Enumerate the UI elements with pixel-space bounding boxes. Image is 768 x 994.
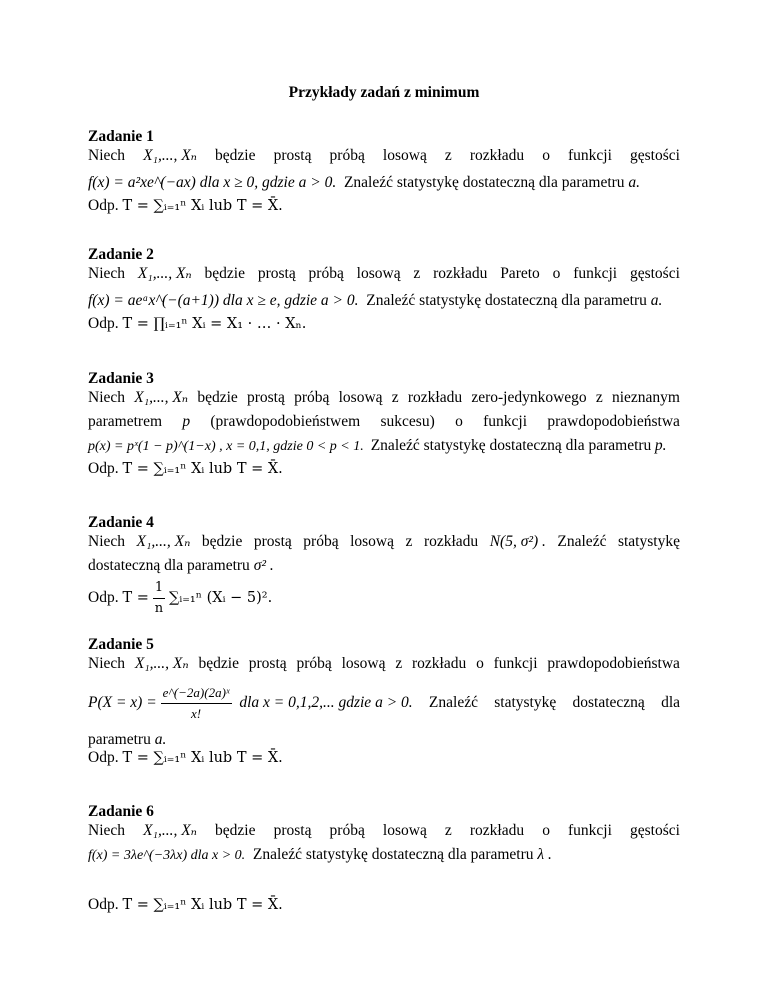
- task-5-fraction: $\frac{\text{e\textasciicircum{}(−2a)(2a)ˣ}}{x!}$: [162, 684, 230, 721]
- task-3-line-1: Niech X₁,..., Xₙ będzie prostą próbą losową z rozkładu zero-jedynkowego z nieznanym: [88, 389, 680, 406]
- task-1-answer: Odp. T = ∑ᵢ₌₁ⁿ Xᵢ lub T = X̄.: [88, 197, 283, 214]
- task-4-line-2: dostateczną dla parametru σ² .: [88, 557, 274, 574]
- task-3-line-3: p(x) = pˣ(1 − p)^(1−x) , x = 0,1, gdzie 0 < p < 1. Znaleźć statystykę dostateczną dla parametru p.: [88, 437, 667, 454]
- task-5-line-2: P(X = x) = $\frac{\text{e\textasciicircum{}(−2a)(2a)ˣ}}{x!}$ dla x = 0,1,2,... gdzie a > 0. Znaleźć statystykę dostateczną dla: [88, 683, 680, 723]
- task-3-answer: Odp. T = ∑ᵢ₌₁ⁿ Xᵢ lub T = X̄.: [88, 460, 283, 477]
- task-4-fraction: $\frac{1}{n}$: [154, 580, 164, 616]
- task-3-line-2: parametrem p (prawdopodobieństwem sukcesu) o funkcji prawdopodobieństwa: [88, 413, 680, 430]
- task-5-line-1: Niech X₁,..., Xₙ będzie prostą próbą losową z rozkładu o funkcji prawdopodobieństwa: [88, 655, 680, 672]
- task-2-line-2: f(x) = aeᵃx^(−(a+1)) dla x ≥ e, gdzie a > 0. Znaleźć statystykę dostateczną dla parametru a.: [88, 292, 663, 309]
- task-1-density: f(x) = a²xe^(−ax) dla x ≥ 0, gdzie a > 0.: [88, 174, 337, 191]
- task-6-answer: Odp. T = ∑ᵢ₌₁ⁿ Xᵢ lub T = X̄.: [88, 896, 283, 913]
- task-2-answer: Odp. T = ∏ᵢ₌₁ⁿ Xᵢ = X₁ · … · Xₙ.: [88, 315, 307, 332]
- task-5-pmf-lhs: P(X = x) =: [88, 693, 157, 711]
- task-5-line-3: parametru a.: [88, 731, 167, 748]
- task-1-line-2: f(x) = a²xe^(−ax) dla x ≥ 0, gdzie a > 0. Znaleźć statystykę dostateczną dla parametru a.: [88, 174, 641, 191]
- task-6-line-2: f(x) = 3λe^(−3λx) dla x > 0. Znaleźć statystykę dostateczną dla parametru λ .: [88, 846, 552, 863]
- task-3-heading: Zadanie 3: [88, 370, 154, 387]
- task-2-heading: Zadanie 2: [88, 246, 154, 263]
- page-title: Przykłady zadań z minimum: [288, 84, 480, 101]
- task-4-answer: Odp. T = $\frac{1}{n}$ ∑ᵢ₌₁ⁿ (Xᵢ − 5)².: [88, 578, 680, 619]
- task-6-density: f(x) = 3λe^(−3λx) dla x > 0.: [88, 848, 246, 863]
- task-5-heading: Zadanie 5: [88, 636, 154, 653]
- task-3-pmf: p(x) = pˣ(1 − p)^(1−x) , x = 0,1, gdzie 0 < p < 1.: [88, 439, 364, 454]
- task-4-line-1: Niech X₁,..., Xₙ będzie prostą próbą losową z rozkładu N(5, σ²) . Znaleźć statystykę: [88, 533, 680, 550]
- task-1-line-1: Niech X₁,..., Xₙ będzie prostą próbą losową z rozkładu o funkcji gęstości: [88, 147, 680, 164]
- task-2-line-1: Niech X₁,..., Xₙ będzie prostą próbą losową z rozkładu Pareto o funkcji gęstości: [88, 265, 680, 282]
- task-2-density: f(x) = aeᵃx^(−(a+1)) dla x ≥ e, gdzie a > 0.: [88, 292, 359, 309]
- task-6-line-1: Niech X₁,..., Xₙ będzie prostą próbą losową z rozkładu o funkcji gęstości: [88, 822, 680, 839]
- task-5-answer: Odp. T = ∑ᵢ₌₁ⁿ Xᵢ lub T = X̄.: [88, 749, 283, 766]
- task-1-heading: Zadanie 1: [88, 128, 154, 145]
- task-6-heading: Zadanie 6: [88, 803, 154, 820]
- task-4-heading: Zadanie 4: [88, 514, 154, 531]
